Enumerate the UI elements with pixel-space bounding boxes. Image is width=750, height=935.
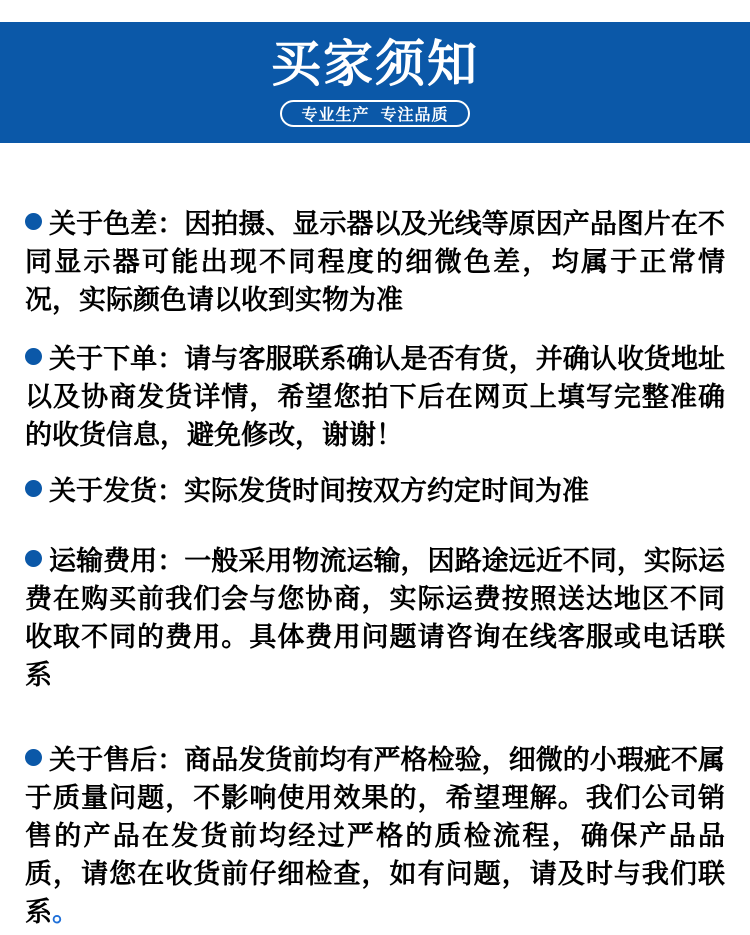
notice-item-shipping-time bbox=[25, 472, 725, 510]
notice-list bbox=[0, 205, 750, 931]
notice-text: 关于发货：实际发货时间按双方约定时间为准 bbox=[49, 476, 589, 506]
bullet-dot-icon bbox=[25, 348, 42, 365]
notice-item-freight-cost bbox=[25, 542, 725, 694]
notice-item-ordering bbox=[25, 340, 725, 454]
notice-text: 关于售后：商品发货前均有严格检验，细微的小瑕疵不属于质量问题，不影响使用效果的，希望理解。我们公司销售的产品在发货前均经过严格的质检流程，确保产品品质，请您在收货前仔细检查，如有问题，请及时与我们联系 bbox=[25, 745, 725, 927]
slogan-badge: 专业生产 专注品质 bbox=[280, 100, 471, 127]
bullet-dot-icon bbox=[25, 749, 42, 766]
page-title: 买家须知 bbox=[271, 36, 479, 93]
notice-text: 关于下单：请与客服联系确认是否有货，并确认收货地址以及协商发货详情，希望您拍下后在网页上填写完整准确的收货信息，避免修改，谢谢！ bbox=[25, 344, 725, 450]
header-banner bbox=[0, 22, 750, 143]
bullet-dot-icon bbox=[25, 480, 42, 497]
notice-blue-period: 。 bbox=[52, 897, 79, 927]
bullet-dot-icon bbox=[25, 213, 42, 230]
notice-item-color-difference bbox=[25, 205, 725, 319]
notice-text: 关于色差：因拍摄、显示器以及光线等原因产品图片在不同显示器可能出现不同程度的细微色差，均属于正常情况，实际颜色请以收到实物为准 bbox=[25, 209, 725, 315]
notice-text: 运输费用：一般采用物流运输，因路途远近不同，实际运费在购买前我们会与您协商，实际运费按照送达地区不同收取不同的费用。具体费用问题请咨询在线客服或电话联系 bbox=[25, 546, 725, 690]
bullet-dot-icon bbox=[25, 550, 42, 567]
notice-item-after-sales bbox=[25, 741, 725, 931]
